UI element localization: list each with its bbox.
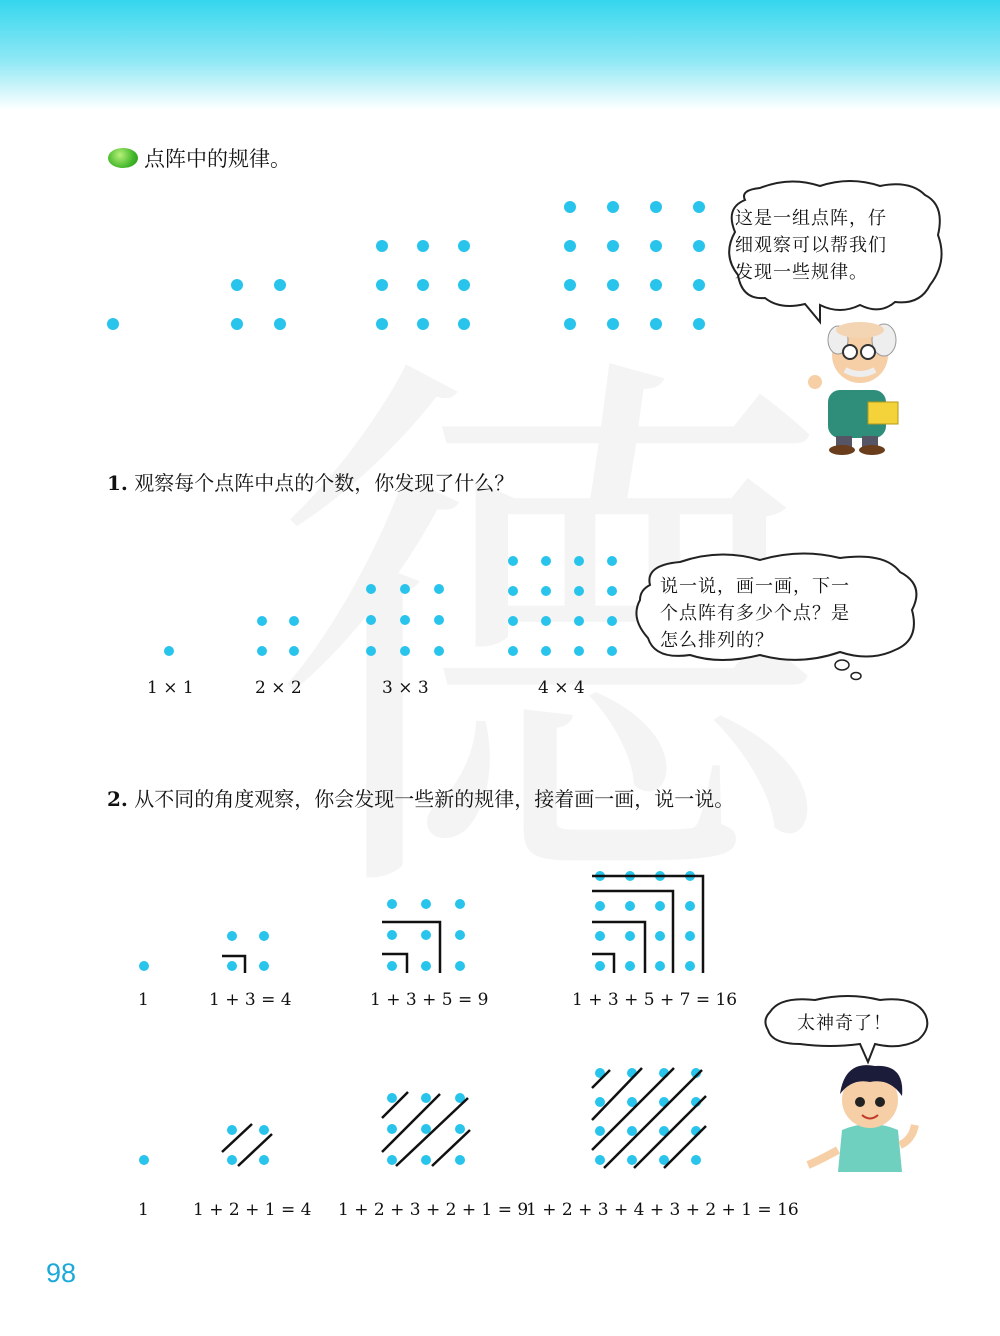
dot — [274, 279, 286, 291]
girl-bubble-text — [660, 573, 850, 654]
dot — [387, 1093, 397, 1103]
dot — [164, 646, 174, 656]
dot — [417, 279, 429, 291]
dot — [139, 961, 149, 971]
dot — [259, 1155, 269, 1165]
diagonal-line — [222, 1124, 252, 1152]
dot — [564, 279, 576, 291]
q1-label: 4 × 4 — [538, 678, 585, 698]
question-2-text: 从不同的角度观察，你会发现一些新的规律，接着画一画，说一说。 — [134, 787, 735, 811]
dot — [376, 240, 388, 252]
dot — [366, 615, 376, 625]
l-shape-label: 1 + 3 + 5 + 7 = 16 — [572, 990, 738, 1010]
dot — [107, 318, 119, 330]
q1-label: 1 × 1 — [147, 678, 194, 698]
dot — [434, 646, 444, 656]
dot — [387, 961, 397, 971]
diagonal-label: 1 + 2 + 3 + 2 + 1 = 9 — [338, 1200, 529, 1220]
girl-bubble-line: 个点阵有多少个点？是 — [660, 603, 850, 624]
dot — [625, 901, 635, 911]
dot — [259, 931, 269, 941]
girl-bubble-line: 说一说，画一画，下一 — [660, 576, 850, 597]
dot — [434, 584, 444, 594]
boy-illustration — [808, 1065, 915, 1172]
dot — [574, 586, 584, 596]
dot — [387, 1124, 397, 1134]
dot — [387, 899, 397, 909]
dot — [625, 931, 635, 941]
dot — [607, 279, 619, 291]
dot — [508, 616, 518, 626]
dot — [455, 899, 465, 909]
dot — [376, 279, 388, 291]
dot — [627, 1126, 637, 1136]
dot — [259, 961, 269, 971]
dot — [508, 556, 518, 566]
dot — [421, 930, 431, 940]
dot — [607, 646, 617, 656]
section-title-text: 点阵中的规律。 — [144, 147, 291, 171]
dot — [693, 318, 705, 330]
dot — [655, 901, 665, 911]
q1-label: 3 × 3 — [382, 678, 429, 698]
dot — [650, 240, 662, 252]
dot — [421, 899, 431, 909]
dot — [421, 1093, 431, 1103]
dot — [458, 279, 470, 291]
l-shape-label: 1 + 3 = 4 — [209, 990, 292, 1010]
teacher-bubble-text — [735, 205, 887, 286]
dot — [387, 930, 397, 940]
dot — [693, 201, 705, 213]
dot — [627, 1155, 637, 1165]
dot — [257, 646, 267, 656]
dot — [595, 1126, 605, 1136]
dot — [508, 586, 518, 596]
dot — [564, 201, 576, 213]
dot — [564, 318, 576, 330]
dot — [289, 616, 299, 626]
diagonal-line — [604, 1070, 702, 1168]
teacher-illustration — [808, 322, 898, 455]
dot — [376, 318, 388, 330]
dot — [400, 646, 410, 656]
boy-bubble-text: 太神奇了！ — [797, 1013, 892, 1034]
dot — [421, 1124, 431, 1134]
dot — [595, 961, 605, 971]
girl-bubble-line: 怎么排列的？ — [660, 630, 774, 651]
dot — [458, 240, 470, 252]
l-shape-label: 1 — [138, 990, 149, 1010]
dot — [458, 318, 470, 330]
dot — [455, 961, 465, 971]
question-2 — [107, 783, 734, 812]
dot — [607, 586, 617, 596]
dot — [595, 1097, 605, 1107]
question-1-number: 1. — [107, 471, 128, 495]
dot — [434, 615, 444, 625]
dot — [655, 961, 665, 971]
dot — [693, 240, 705, 252]
dot — [685, 931, 695, 941]
grouping-lines — [222, 876, 706, 1168]
dot — [227, 1155, 237, 1165]
question-2-number: 2. — [107, 787, 128, 811]
dot — [227, 1125, 237, 1135]
dot — [691, 1155, 701, 1165]
dot — [259, 1125, 269, 1135]
dot — [693, 279, 705, 291]
dot — [685, 901, 695, 911]
teacher-bubble-line: 这是一组点阵，仔 — [735, 208, 887, 229]
dot — [455, 930, 465, 940]
dot — [595, 901, 605, 911]
teacher-bubble-line: 细观察可以帮我们 — [735, 235, 887, 256]
dot — [400, 584, 410, 594]
diagonal-label: 1 + 2 + 1 = 4 — [193, 1200, 312, 1220]
dot — [231, 279, 243, 291]
dot — [541, 556, 551, 566]
dot — [366, 584, 376, 594]
dot — [421, 1155, 431, 1165]
dot — [625, 961, 635, 971]
dot — [417, 240, 429, 252]
dot — [650, 201, 662, 213]
dot — [595, 1155, 605, 1165]
dot — [541, 586, 551, 596]
l-shape-label: 1 + 3 + 5 = 9 — [370, 990, 489, 1010]
dot — [607, 201, 619, 213]
dot — [417, 318, 429, 330]
dot — [655, 931, 665, 941]
dot — [400, 615, 410, 625]
dot — [139, 1155, 149, 1165]
diagonal-label: 1 + 2 + 3 + 4 + 3 + 2 + 1 = 16 — [526, 1200, 799, 1220]
dot — [508, 646, 518, 656]
dot — [607, 240, 619, 252]
dot — [227, 961, 237, 971]
dot — [366, 646, 376, 656]
dot — [455, 1124, 465, 1134]
dot — [574, 556, 584, 566]
dot — [607, 616, 617, 626]
dot — [231, 318, 243, 330]
dot — [564, 240, 576, 252]
dot — [607, 318, 619, 330]
dot — [595, 931, 605, 941]
dot — [289, 646, 299, 656]
teacher-bubble-line: 发现一些规律。 — [735, 262, 868, 283]
dot — [421, 961, 431, 971]
dot — [227, 931, 237, 941]
dot — [574, 646, 584, 656]
dot — [257, 616, 267, 626]
dot — [650, 279, 662, 291]
page-number: 98 — [46, 1258, 77, 1288]
dot — [574, 616, 584, 626]
diagonal-label: 1 — [138, 1200, 149, 1220]
dot — [387, 1155, 397, 1165]
dot — [274, 318, 286, 330]
question-1-text: 观察每个点阵中点的个数，你发现了什么？ — [134, 471, 515, 495]
dot — [607, 556, 617, 566]
dot — [541, 646, 551, 656]
dot — [685, 961, 695, 971]
q1-label: 2 × 2 — [255, 678, 302, 698]
dot — [650, 318, 662, 330]
dot — [455, 1155, 465, 1165]
question-1 — [107, 467, 514, 496]
dot — [541, 616, 551, 626]
